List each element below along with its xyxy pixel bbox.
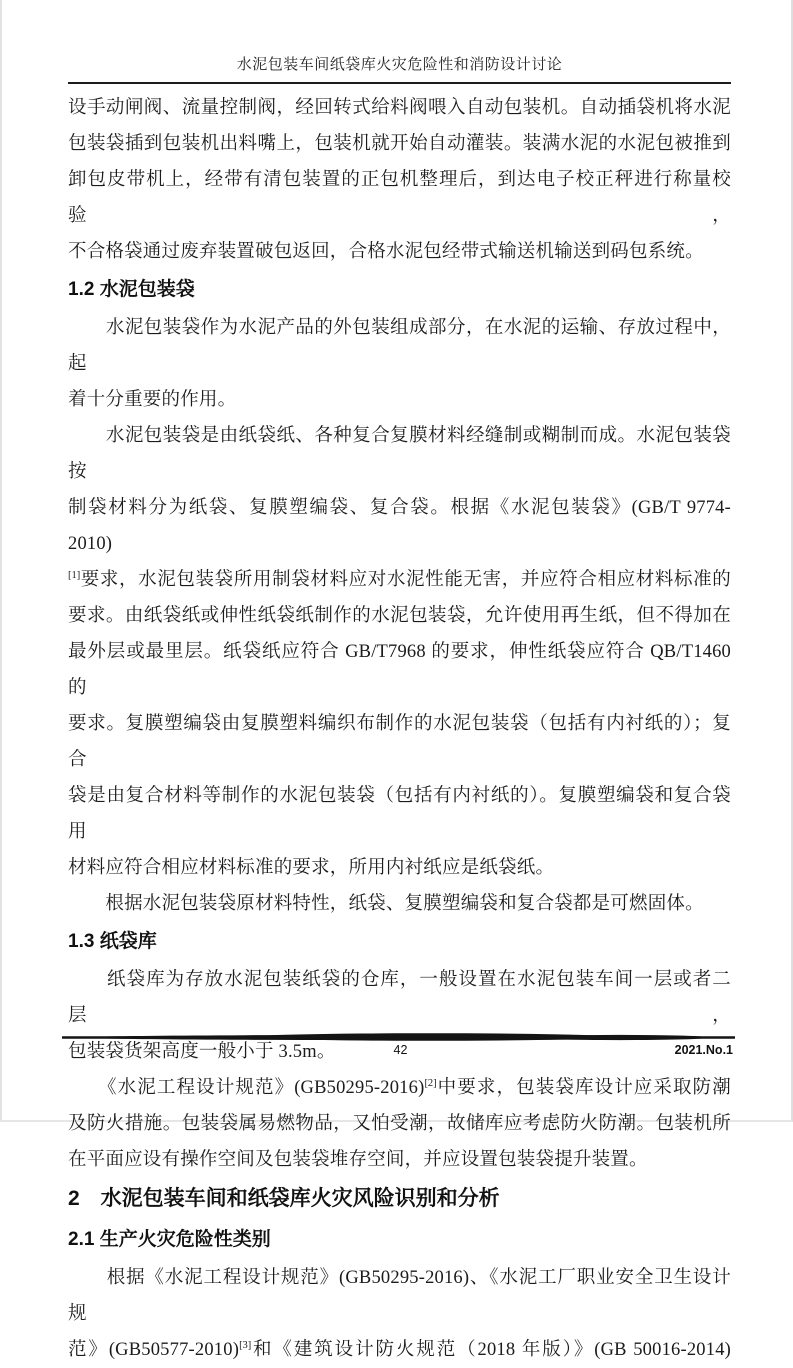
text-line: 设手动闸阀、流量控制阀，经回转式给料阀喂入自动包装机。自动插袋机将水泥 xyxy=(68,98,731,118)
text-line: [1]要求，水泥包装袋所用制袋材料应对水泥性能无害，并应符合相应材料标准的 xyxy=(68,570,731,590)
text-line: 最外层或最里层。纸袋纸应符合 GB/T7968 的要求，伸性纸袋应符合 QB/T1460 的 xyxy=(68,642,731,698)
text-line: 卸包皮带机上，经带有清包装置的正包机整理后，到达电子校正秤进行称量校验， xyxy=(68,170,731,226)
paragraph xyxy=(68,310,731,418)
page-footer xyxy=(68,1043,733,1061)
page-number: 42 xyxy=(393,1043,408,1057)
text-line: 《水泥工程设计规范》(GB50295-2016)[2]中要求，包装袋库设计应采取防潮 xyxy=(68,1078,731,1098)
text-line: 及防火措施。包装袋属易燃物品，又怕受潮，故储库应考虑防火防潮。包装机所 xyxy=(68,1114,731,1134)
paragraph xyxy=(68,418,731,886)
text-line: 根据水泥包装袋原材料特性，纸袋、复膜塑编袋和复合袋都是可燃固体。 xyxy=(68,894,704,914)
text-line: 在平面应设有操作空间及包装袋堆存空间，并应设置包装袋提升装置。 xyxy=(68,1150,648,1170)
paragraph xyxy=(68,90,731,270)
section-heading: 1.2 水泥包装袋 xyxy=(68,279,195,300)
footer-rule-shape xyxy=(62,1032,735,1043)
text-line: 要求。复膜塑编袋由复膜塑料编织布制作的水泥包装袋（包括有内衬纸的）；复合 xyxy=(68,714,731,770)
section-heading: 2.1 生产火灾危险性类别 xyxy=(68,1229,271,1250)
paragraph xyxy=(68,1260,731,1368)
document-body xyxy=(68,84,731,1368)
text-line: 着十分重要的作用。 xyxy=(68,390,237,410)
text-line: 水泥包装袋作为水泥产品的外包装组成部分，在水泥的运输、存放过程中，起 xyxy=(68,318,731,374)
text-line: 水泥包装袋是由纸袋纸、各种复合复膜材料经缝制或糊制而成。水泥包装袋按 xyxy=(68,426,731,482)
citation-ref: [3] xyxy=(239,1340,252,1351)
text-line: 包装袋插到包装机出料嘴上，包装机就开始自动灌装。装满水泥的水泥包被推到 xyxy=(68,134,731,154)
issue-number: 2021.No.1 xyxy=(674,1043,733,1057)
text-line: 要求。由纸袋纸或伸性纸袋纸制作的水泥包装袋，允许使用再生纸，但不得加在 xyxy=(68,606,731,626)
section-heading: 1.3 纸袋库 xyxy=(68,931,157,952)
text-line: 袋是由复合材料等制作的水泥包装袋（包括有内衬纸的）。复膜塑编袋和复合袋用 xyxy=(68,786,731,842)
running-header xyxy=(68,0,731,84)
text-line: 范》(GB50577-2010)[3]和《建筑设计防火规范（2018 年版）》(GB 50016-2014) xyxy=(68,1340,731,1360)
text-line: 材料应符合相应材料标准的要求，所用内衬纸应是纸袋纸。 xyxy=(68,858,555,878)
footer-rule xyxy=(62,1032,735,1043)
paragraph xyxy=(68,886,731,922)
text-line: 不合格袋通过废弃装置破包返回，合格水泥包经带式输送机输送到码包系统。 xyxy=(68,242,704,262)
text-line: 根据《水泥工程设计规范》(GB50295-2016)、《水泥工厂职业安全卫生设计规 xyxy=(68,1268,731,1324)
content-column xyxy=(68,0,731,1368)
text-line: 纸袋库为存放水泥包装纸袋的仓库，一般设置在水泥包装车间一层或者二层， xyxy=(68,970,731,1026)
citation-ref: [2] xyxy=(424,1078,437,1089)
text-line: 制袋材料分为纸袋、复膜塑编袋、复合袋。根据《水泥包装袋》(GB/T 9774-2010) xyxy=(68,498,731,554)
paragraph xyxy=(68,1070,731,1178)
section-heading: 2 水泥包装车间和纸袋库火灾风险识别和分析 xyxy=(68,1187,500,1210)
citation-ref: [1] xyxy=(68,570,81,581)
running-header-title: 水泥包装车间纸袋库火灾危险性和消防设计讨论 xyxy=(236,57,563,73)
text-line: 包装袋货架高度一般小于 3.5m。 xyxy=(68,1042,336,1062)
